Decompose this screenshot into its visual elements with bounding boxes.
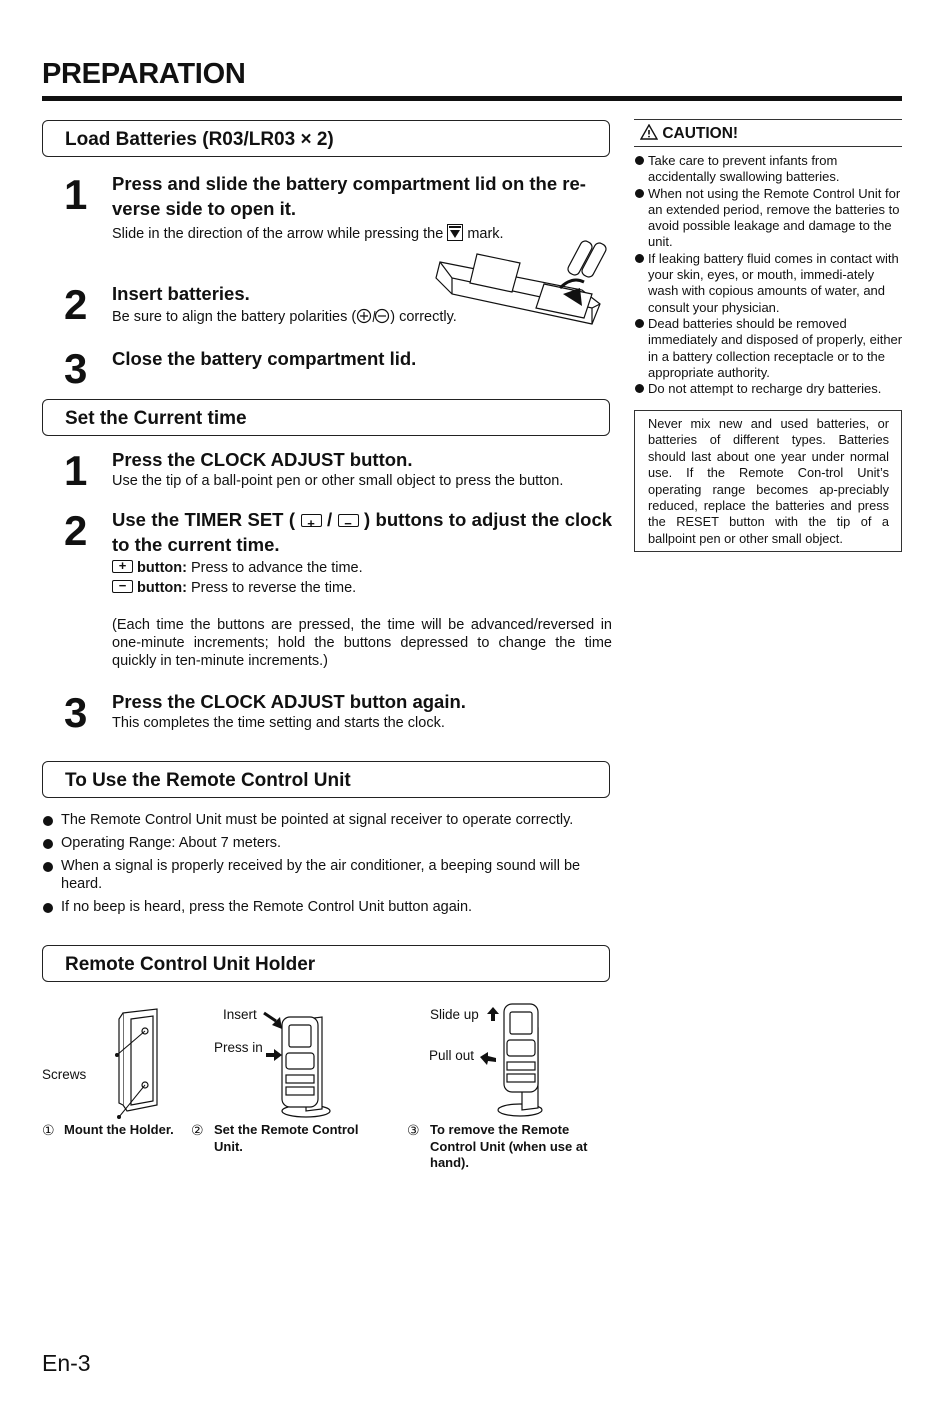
step-text: Use the tip of a ball-point pen or other small object to press the button. xyxy=(112,473,564,489)
list-item: The Remote Control Unit must be pointed at signal receiver to operate correctly. xyxy=(42,812,612,830)
list-item: If leaking battery fluid comes in contact with your skin, eyes, or mouth, immedi-ately wash with copious amounts of water, and consult your physician. xyxy=(634,251,904,316)
step-title: Insert batteries. xyxy=(112,283,250,304)
list-item: If no beep is heard, press the Remote Control Unit button again. xyxy=(42,899,612,917)
set-remote-illustration xyxy=(262,1005,352,1120)
list-item: When a signal is properly received by the air conditioner, a beeping sound will be heard. xyxy=(42,858,612,893)
step-title: Press and slide the battery compartment lid on the re-verse side to open it. xyxy=(112,173,586,219)
section-set-time: Set the Current time xyxy=(42,399,610,436)
step-number: 3 xyxy=(64,345,88,392)
section-load-batteries: Load Batteries (R03/LR03 × 2) xyxy=(42,120,610,157)
holder-mount-illustration xyxy=(95,1005,170,1120)
step-number: 2 xyxy=(64,281,88,328)
page-title: PREPARATION xyxy=(42,58,246,90)
caution-list xyxy=(634,153,904,397)
press-in-label: Press in xyxy=(214,1040,263,1055)
step-title: Press the CLOCK ADJUST button. xyxy=(112,449,413,470)
step-title: Close the battery compartment lid. xyxy=(112,348,417,369)
minus-button-desc: − button: Press to reverse the time. xyxy=(112,579,612,597)
list-item: Operating Range: About 7 meters. xyxy=(42,835,612,853)
slide-up-label: Slide up xyxy=(430,1007,479,1022)
step-number: 3 xyxy=(64,689,88,736)
step-title: Use the TIMER SET ( + / − ) buttons to adjust the clock to the current time. xyxy=(112,509,613,555)
pull-out-label: Pull out xyxy=(429,1048,475,1063)
polarity-icon xyxy=(356,308,390,324)
caption-text: Mount the Holder. xyxy=(64,1122,174,1137)
minus-button-icon: − xyxy=(112,580,133,593)
list-item: Take care to prevent infants from accidentally swallowing batteries. xyxy=(634,153,904,186)
title-rule xyxy=(42,96,902,101)
step-text: Slide in the direction of the arrow while pressing the mark. xyxy=(112,226,504,242)
step-title: Press the CLOCK ADJUST button again. xyxy=(112,691,466,712)
step-text: Be sure to align the battery polarities ( ) correctly. xyxy=(112,309,457,325)
caution-heading: CAUTION! xyxy=(634,119,902,147)
arrow-left-icon xyxy=(480,1052,496,1066)
remote-usage-list xyxy=(42,812,612,922)
caption-number: ③ xyxy=(407,1122,420,1138)
caption-text: To remove the Remote Control Unit (when use at hand). xyxy=(430,1122,588,1170)
step-text: This completes the time setting and starts the clock. xyxy=(112,715,445,731)
step-number: 2 xyxy=(64,507,88,554)
insert-label: Insert xyxy=(223,1007,257,1022)
caption-text: Set the Remote Control Unit. xyxy=(214,1122,359,1154)
step-note: (Each time the buttons are pressed, the time will be advanced/reversed in one-minute increments; hold the buttons depressed to change the time quickly in ten-minute increments.) xyxy=(112,617,612,669)
list-item: Do not attempt to recharge dry batteries. xyxy=(634,381,904,397)
step-number: 1 xyxy=(64,171,88,218)
caption-number: ① xyxy=(42,1122,55,1138)
step-number: 1 xyxy=(64,447,88,494)
plus-button-desc: + button: Press to advance the time. xyxy=(112,559,612,577)
section-holder: Remote Control Unit Holder xyxy=(42,945,610,982)
list-item: When not using the Remote Control Unit for an extended period, remove the batteries to avoid possible leakage and damage to the unit. xyxy=(634,186,904,251)
list-item: Dead batteries should be removed immediately and disposed of properly, either in a battery collection receptacle or to the appropriate authority. xyxy=(634,316,904,381)
section-use-remote: To Use the Remote Control Unit xyxy=(42,761,610,798)
screws-label: Screws xyxy=(42,1067,87,1082)
battery-note-box: Never mix new and used batteries, or batteries of different types. Batteries should last about one year under normal use. If the Remote Con-trol Unit’s operating range becomes ap-preciably reduced, replace the batteries and press the RESET button with the tip of a ballpoint pen or other small object. xyxy=(634,410,902,552)
plus-button-icon: + xyxy=(112,560,133,573)
minus-button-icon: − xyxy=(338,514,359,527)
arrow-up-icon xyxy=(486,1007,500,1021)
warning-icon xyxy=(640,124,658,140)
plus-button-icon: + xyxy=(301,514,322,527)
page-number: En-3 xyxy=(42,1350,91,1376)
caption-number: ② xyxy=(191,1122,204,1138)
